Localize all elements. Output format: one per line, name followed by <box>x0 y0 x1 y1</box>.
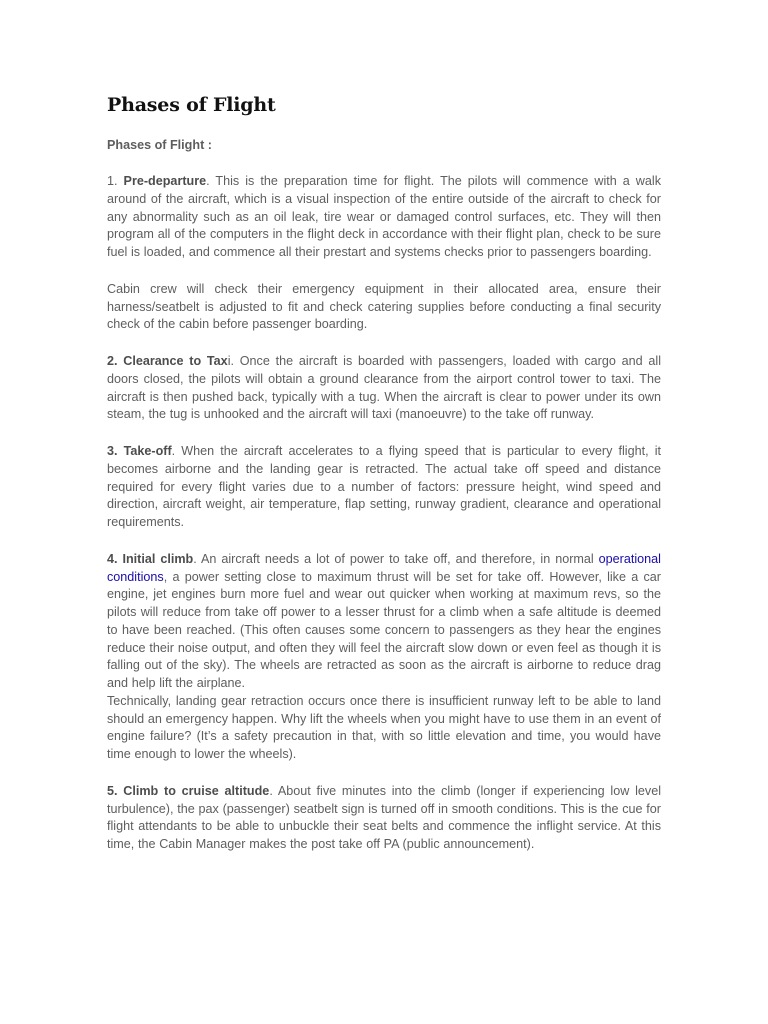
section-text-clearance: i. Once the aircraft is boarded with passengers, loaded with cargo and all doors closed, the pilots will obtain a ground clearance from the airport control tower to taxi. The aircraft is then pushed back, typically with a tug. When the aircraft is clear to power under its own steam, the tug is unhooked and the aircraft will taxi (manoeuvre) to the take off runway. <box>107 354 661 422</box>
section-number: 1. <box>107 174 118 188</box>
document-title: Phases of Flight <box>107 94 276 116</box>
section-term-clearance: 2. Clearance to Tax <box>107 354 228 368</box>
paragraph-take-off <box>107 443 661 532</box>
paragraph-pre-departure <box>107 173 661 262</box>
section-subheading: Phases of Flight : <box>107 138 212 152</box>
paragraph-initial-climb-continuation <box>107 693 661 764</box>
paragraph-clearance-to-taxi <box>107 353 661 424</box>
paragraph-cabin-crew <box>107 281 661 334</box>
section-term-take-off: 3. Take-off <box>107 444 172 458</box>
section-text-take-off: . When the aircraft accelerates to a flying speed that is particular to every flight, it becomes airborne and the landing gear is retracted. The actual take off speed and distance required for every flight varies due to a number of factors: pressure height, wind speed and direction, aircraft weight, air temperature, flap setting, runway gradient, clearance and operational requirements. <box>107 444 662 529</box>
section-text-cabin-crew: Cabin crew will check their emergency equipment in their allocated area, ensure their harness/seatbelt is adjusted to fit and check catering supplies before conducting a final security check of the cabin before passenger boarding. <box>107 281 661 332</box>
paragraph-climb-to-cruise <box>107 783 661 854</box>
section-text-pre-departure: . This is the preparation time for flight. The pilots will commence with a walk around of the aircraft, which is a visual inspection of the entire outside of the aircraft to check for any abnormality such as an oil leak, tire wear or damaged control surfaces, etc. They will then program all of the computers in the flight deck in accordance with their flight plan, check to be sure fuel is loaded, and commence all their prestart and systems checks prior to passengers boarding. <box>107 174 661 259</box>
section-term-climb-to-cruise: 5. Climb to cruise altitude <box>107 783 270 798</box>
document-body <box>107 173 661 873</box>
section-term-pre-departure: Pre-departure <box>123 174 207 188</box>
section-text-initial-climb-2: , a power setting close to maximum thrust will be set for take off. However, like a car engine, jet engines burn more fuel and wear out quicker when working at maximum revs, so the pilots will reduce from take off power to a lesser thrust for a climb when a safe altitude is deemed to have been reached. (This often causes some concern to passengers as they hear the engines reduce their noise output, and often they will feel the aircraft slow down or even feel as though it is falling out of the sky). The wheels are retracted as soon as the aircraft is airborne to reduce drag and help lift the airplane. <box>107 569 661 690</box>
section-text-initial-climb-1: . An aircraft needs a lot of power to take off, and therefore, in normal <box>193 551 599 566</box>
section-text-landing-gear: Technically, landing gear retraction occurs once there is insufficient runway left to be able to land should an emergency happen. Why lift the wheels when you might have to use them in an event of engine failure? (It’s a safety precaution in that, with so little elevation and time, you would have time enough to lower the wheels). <box>107 693 661 761</box>
section-term-initial-climb: 4. Initial climb <box>107 551 194 566</box>
section-text-climb-to-cruise: . About five minutes into the climb (longer if experiencing low level turbulence), the pax (passenger) seatbelt sign is turned off in smooth conditions. This is the cue for flight attendants to be able to unbuckle their seat belts and commence the inflight service. At this time, the Cabin Manager makes the post take off PA (public announcement). <box>107 783 661 851</box>
operational-conditions-link[interactable]: operational conditions <box>107 551 661 584</box>
paragraph-initial-climb <box>107 551 661 693</box>
